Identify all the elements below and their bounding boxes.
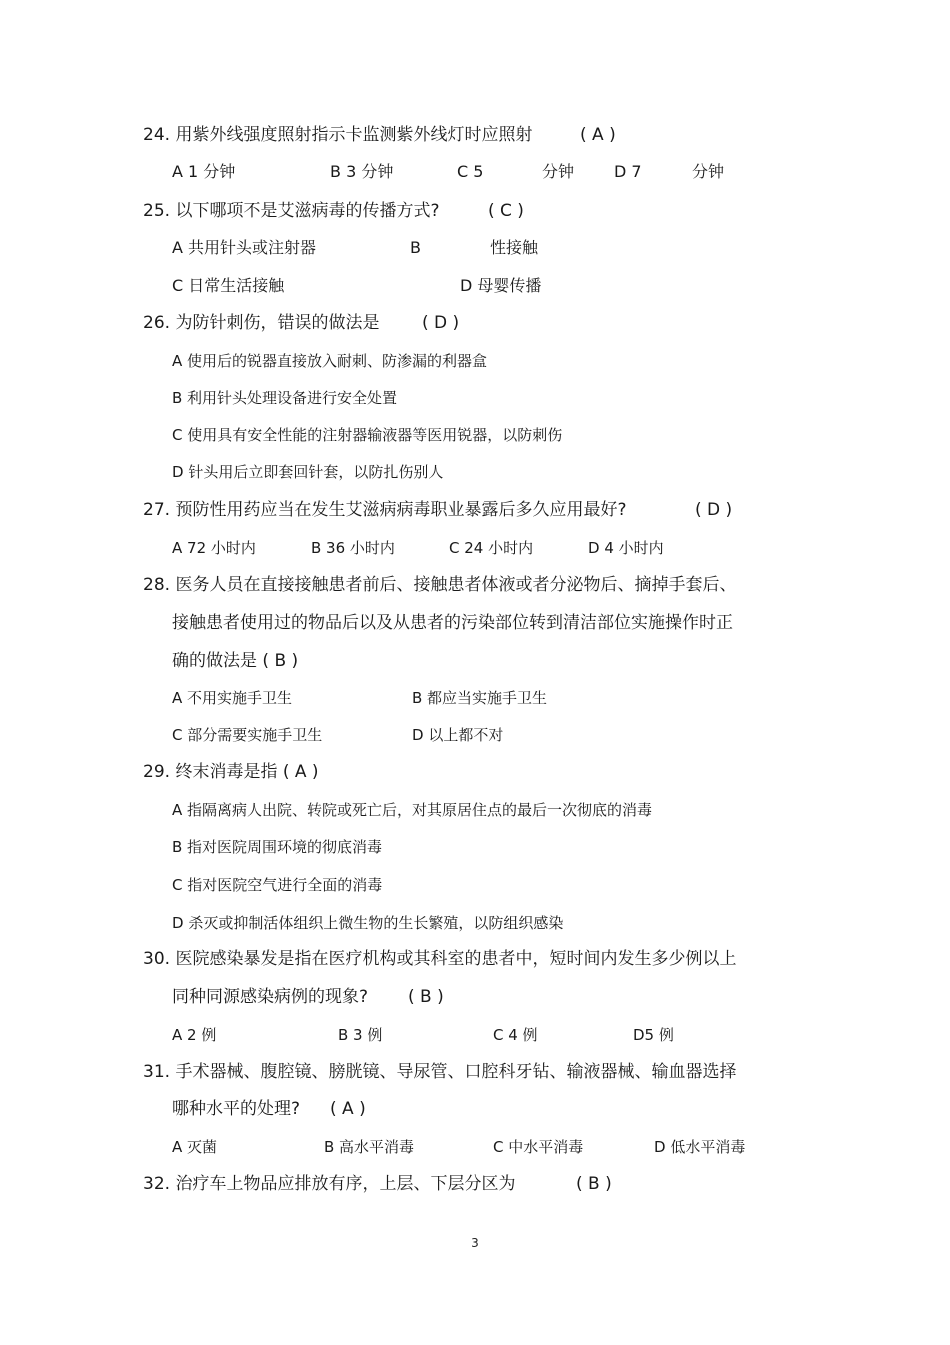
q24-option-c-unit: 分钟 (542, 162, 575, 181)
q27-option-d: D 4 小时内 (588, 539, 664, 557)
q31-stem-line2: 哪种水平的处理? (172, 1099, 301, 1119)
q28-option-b: B 都应当实施手卫生 (412, 689, 548, 707)
q26-option-b: B 利用针头处理设备进行安全处置 (172, 389, 398, 407)
q32-stem: 32. 治疗车上物品应排放有序，上层、下层分区为 (143, 1174, 516, 1194)
q27-option-c: C 24 小时内 (449, 539, 534, 557)
q31-option-a: A 灭菌 (172, 1138, 218, 1156)
q28-stem-line1: 28. 医务人员在直接接触患者前后、接触患者体液或者分泌物后、摘掉手套后、 (143, 575, 737, 595)
q24-option-a: A 1 分钟 (172, 162, 236, 181)
q31-stem-line1: 31. 手术器械、腹腔镜、膀胱镜、导尿管、口腔科牙钻、输液器械、输血器选择 (143, 1062, 737, 1082)
q28-stem-line2: 接触患者使用过的物品后以及从患者的污染部位转到清洁部位实施操作时正 (172, 613, 733, 633)
q30-option-c: C 4 例 (493, 1026, 538, 1044)
q24-stem: 24. 用紫外线强度照射指示卡监测紫外线灯时应照射 (143, 125, 533, 145)
q26-stem: 26. 为防针刺伤，错误的做法是 (143, 313, 380, 333)
q30-option-d: D5 例 (633, 1026, 674, 1044)
q27-answer: ( D ) (695, 500, 733, 520)
q25-answer: ( C ) (488, 201, 524, 221)
q29-option-c: C 指对医院空气进行全面的消毒 (172, 876, 383, 894)
q26-option-a: A 使用后的锐器直接放入耐刺、防渗漏的利器盒 (172, 352, 488, 370)
q28-option-c: C 部分需要实施手卫生 (172, 726, 323, 744)
q26-option-d: D 针头用后立即套回针套，以防扎伤别人 (172, 463, 444, 481)
q26-answer: ( D ) (422, 313, 460, 333)
q29-option-b: B 指对医院周围环境的彻底消毒 (172, 838, 383, 856)
q30-option-b: B 3 例 (338, 1026, 383, 1044)
q30-option-a: A 2 例 (172, 1026, 217, 1044)
q29-option-a: A 指隔离病人出院、转院或死亡后，对其原居住点的最后一次彻底的消毒 (172, 801, 653, 819)
q25-option-b-text: 性接触 (490, 238, 539, 257)
q30-stem-line1: 30. 医院感染暴发是指在医疗机构或其科室的患者中，短时间内发生多少例以上 (143, 949, 737, 969)
q25-option-c: C 日常生活接触 (172, 276, 285, 295)
q24-option-d-unit: 分钟 (692, 162, 725, 181)
q24-option-b: B 3 分钟 (330, 162, 394, 181)
q31-option-b: B 高水平消毒 (324, 1138, 415, 1156)
q25-option-d: D 母婴传播 (460, 276, 542, 295)
q27-option-a: A 72 小时内 (172, 539, 256, 557)
q29-stem: 29. 终末消毒是指 ( A ) (143, 762, 319, 782)
q24-option-d: D 7 (614, 162, 642, 181)
q25-option-a: A 共用针头或注射器 (172, 238, 317, 257)
q28-stem-line3: 确的做法是 ( B ) (172, 651, 299, 671)
q28-option-d: D 以上都不对 (412, 726, 504, 744)
q30-stem-line2: 同种同源感染病例的现象? (172, 987, 369, 1007)
q30-answer: ( B ) (408, 987, 444, 1007)
q25-stem: 25. 以下哪项不是艾滋病毒的传播方式? (143, 201, 440, 221)
q29-option-d: D 杀灭或抑制活体组织上微生物的生长繁殖，以防组织感染 (172, 914, 564, 932)
q25-option-b: B (410, 238, 421, 257)
q27-stem: 27. 预防性用药应当在发生艾滋病病毒职业暴露后多久应用最好? (143, 500, 627, 520)
q31-answer: ( A ) (330, 1099, 366, 1119)
q24-option-c: C 5 (457, 162, 484, 181)
page-number: 3 (471, 1236, 479, 1250)
q28-option-a: A 不用实施手卫生 (172, 689, 293, 707)
q27-option-b: B 36 小时内 (311, 539, 395, 557)
q31-option-c: C 中水平消毒 (493, 1138, 584, 1156)
q31-option-d: D 低水平消毒 (654, 1138, 746, 1156)
q32-answer: ( B ) (576, 1174, 612, 1194)
q24-answer: ( A ) (580, 125, 616, 145)
q26-option-c: C 使用具有安全性能的注射器输液器等医用锐器，以防刺伤 (172, 426, 563, 444)
